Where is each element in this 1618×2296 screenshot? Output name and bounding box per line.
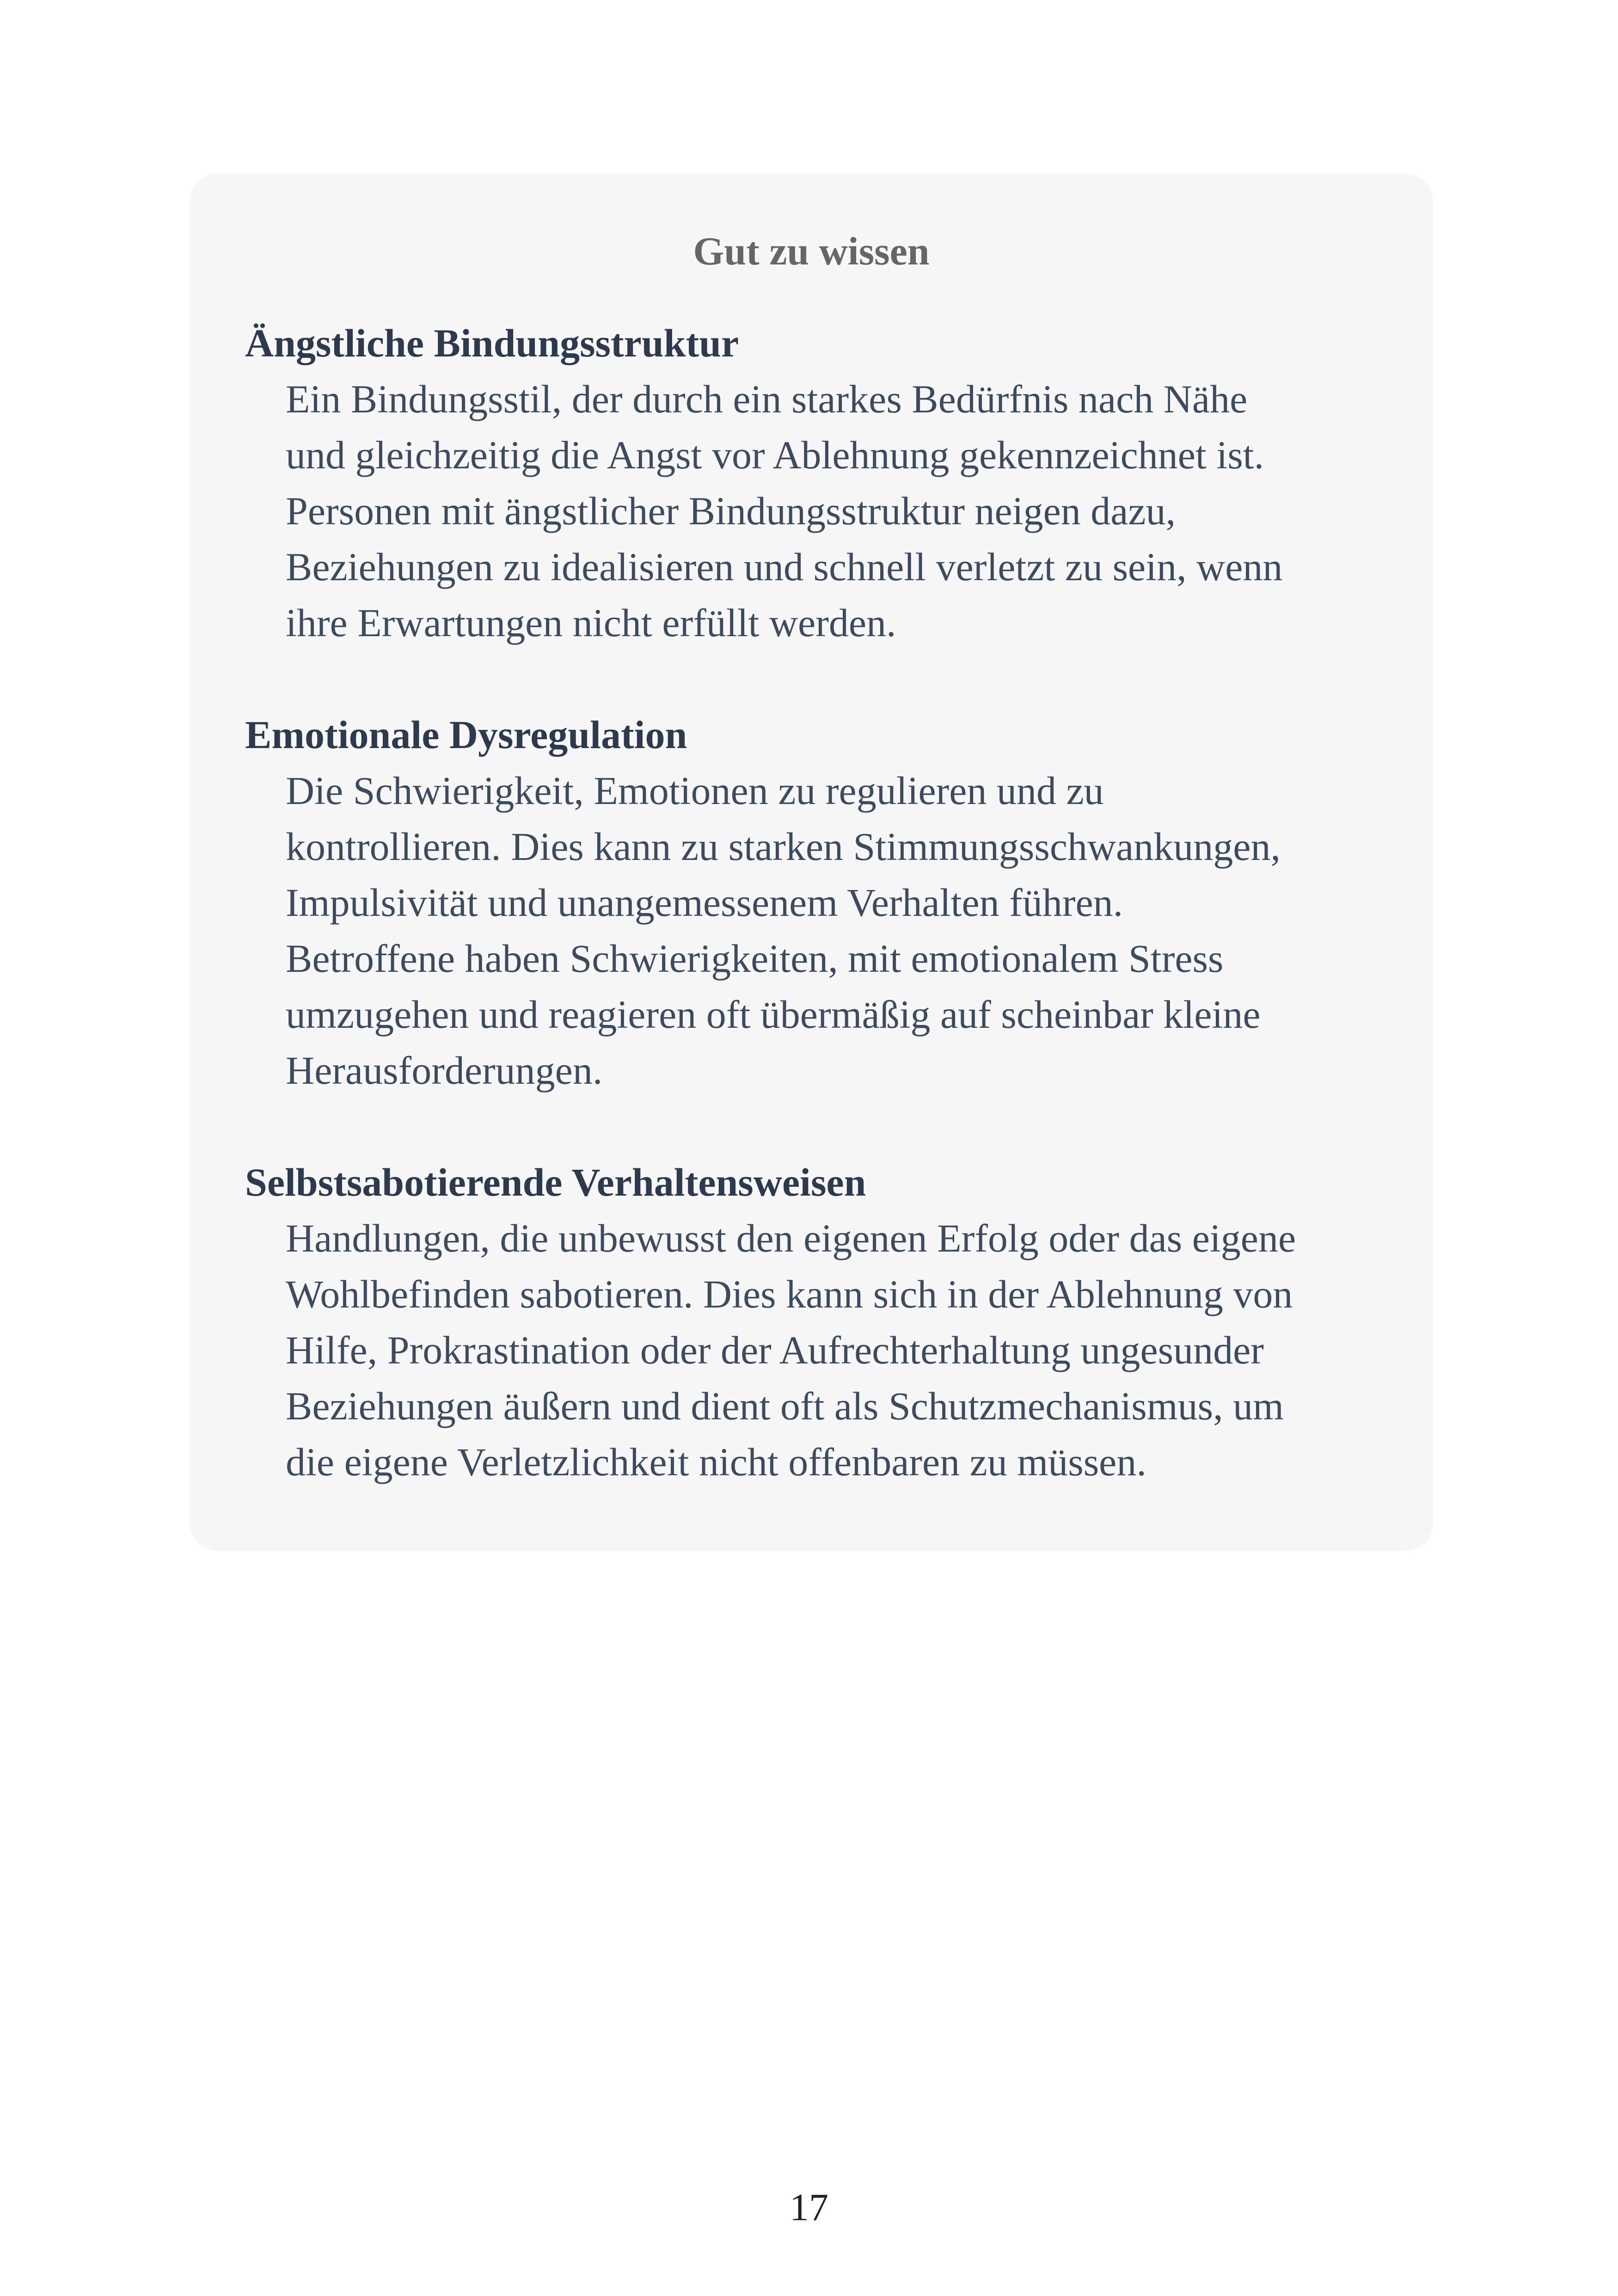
term-definition [286, 371, 1378, 651]
definition-line: Hilfe, Prokrastination oder der Aufrechterhaltung ungesunder [286, 1328, 1264, 1372]
definition-line: und gleichzeitig die Angst vor Ablehnung gekennzeichnet ist. [286, 433, 1264, 477]
definition-line: Die Schwierigkeit, Emotionen zu regulieren und zu [286, 768, 1104, 813]
term-definition [286, 763, 1378, 1099]
definition-line: Wohlbefinden sabotieren. Dies kann sich in der Ablehnung von [286, 1272, 1293, 1316]
page-number: 17 [790, 2186, 828, 2229]
definition-line: Herausforderungen. [286, 1048, 603, 1093]
term-entry [245, 315, 1378, 651]
definition-line: Beziehungen zu idealisieren und schnell verletzt zu sein, wenn [286, 545, 1283, 589]
term-entry [245, 706, 1378, 1099]
definition-line: Ein Bindungsstil, der durch ein starkes Bedürfnis nach Nähe [286, 377, 1248, 421]
definition-line: Beziehungen äußern und dient oft als Schutzmechanismus, um [286, 1384, 1284, 1428]
info-box-title: Gut zu wissen [693, 229, 930, 273]
term-heading: Ängstliche Bindungsstruktur [245, 321, 739, 365]
definition-line: Handlungen, die unbewusst den eigenen Erfolg oder das eigene [286, 1216, 1296, 1260]
definition-line: Impulsivität und unangemessenem Verhalten führen. [286, 880, 1123, 925]
term-heading: Selbstsabotierende Verhaltensweisen [245, 1160, 866, 1204]
term-entry [245, 1154, 1378, 1490]
definition-line: Personen mit ängstlicher Bindungsstruktur neigen dazu, [286, 489, 1176, 533]
definition-line: Betroffene haben Schwierigkeiten, mit emotionalem Stress [286, 936, 1224, 981]
term-heading: Emotionale Dysregulation [245, 712, 687, 757]
definition-line: kontrollieren. Dies kann zu starken Stimmungsschwankungen, [286, 824, 1281, 869]
definition-line: ihre Erwartungen nicht erfüllt werden. [286, 601, 896, 645]
term-definition [286, 1210, 1378, 1490]
definition-line: umzugehen und reagieren oft übermäßig auf scheinbar kleine [286, 992, 1261, 1037]
definition-line: die eigene Verletzlichkeit nicht offenbaren zu müssen. [286, 1440, 1146, 1484]
info-box [190, 173, 1433, 1551]
